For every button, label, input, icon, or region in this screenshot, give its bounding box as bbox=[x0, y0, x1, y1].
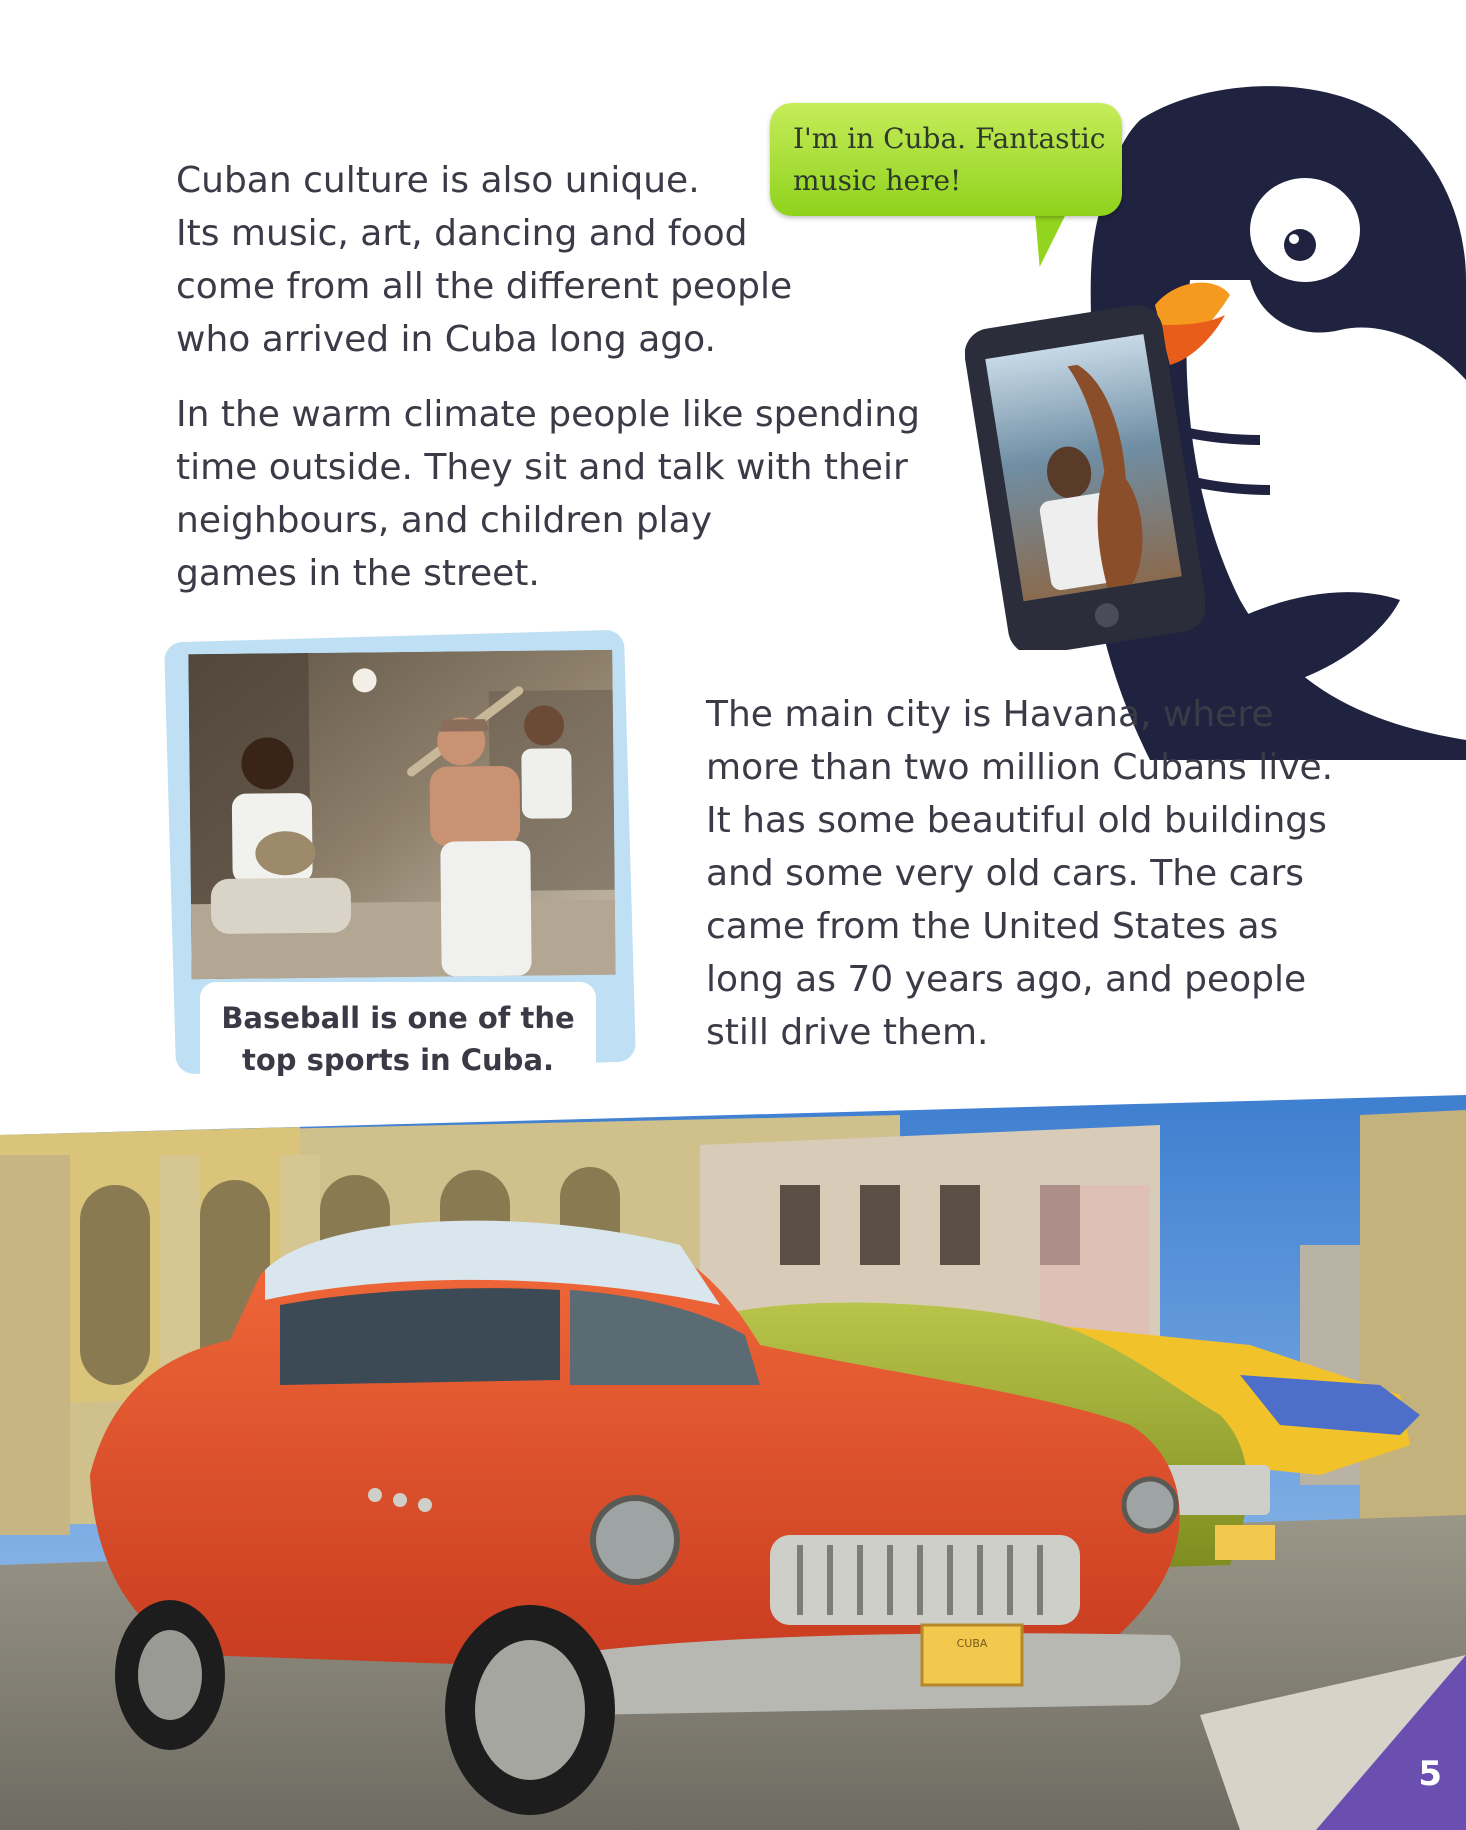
text-line: time outside. They sit and talk with their bbox=[176, 447, 908, 488]
text-line: who arrived in Cuba long ago. bbox=[176, 319, 716, 360]
text-line: It has some beautiful old buildings bbox=[706, 800, 1327, 841]
bubble-line: music here! bbox=[793, 164, 962, 197]
photo-caption bbox=[200, 997, 596, 1081]
page-corner-decoration bbox=[1316, 1655, 1466, 1830]
intro-paragraph bbox=[176, 154, 792, 366]
smartphone-illustration bbox=[965, 305, 1205, 650]
caption-line: top sports in Cuba. bbox=[241, 1043, 555, 1077]
text-line: Cuban culture is also unique. bbox=[176, 160, 700, 201]
bubble-line: I'm in Cuba. Fantastic bbox=[793, 122, 1106, 155]
text-line: neighbours, and children play bbox=[176, 500, 713, 541]
speech-bubble-text bbox=[793, 118, 1105, 202]
text-line: still drive them. bbox=[706, 1012, 989, 1053]
text-line: and some very old cars. The cars bbox=[706, 853, 1305, 894]
text-line: In the warm climate people like spending bbox=[176, 394, 920, 435]
page-number: 5 bbox=[1418, 1754, 1442, 1794]
text-line: came from the United States as bbox=[706, 906, 1279, 947]
text-line: Its music, art, dancing and food bbox=[176, 213, 748, 254]
baseball-photo bbox=[188, 650, 615, 979]
text-line: The main city is Havana, where bbox=[706, 694, 1274, 735]
caption-line: Baseball is one of the bbox=[221, 1001, 575, 1035]
text-line: come from all the different people bbox=[176, 266, 793, 307]
text-line: long as 70 years ago, and people bbox=[706, 959, 1307, 1000]
havana-paragraph bbox=[706, 688, 1333, 1059]
havana-street-photo bbox=[0, 1095, 1466, 1830]
climate-paragraph bbox=[176, 388, 920, 600]
text-line: more than two million Cubans live. bbox=[706, 747, 1334, 788]
text-line: games in the street. bbox=[176, 553, 540, 594]
license-plate-text: CUBA bbox=[956, 1637, 988, 1650]
